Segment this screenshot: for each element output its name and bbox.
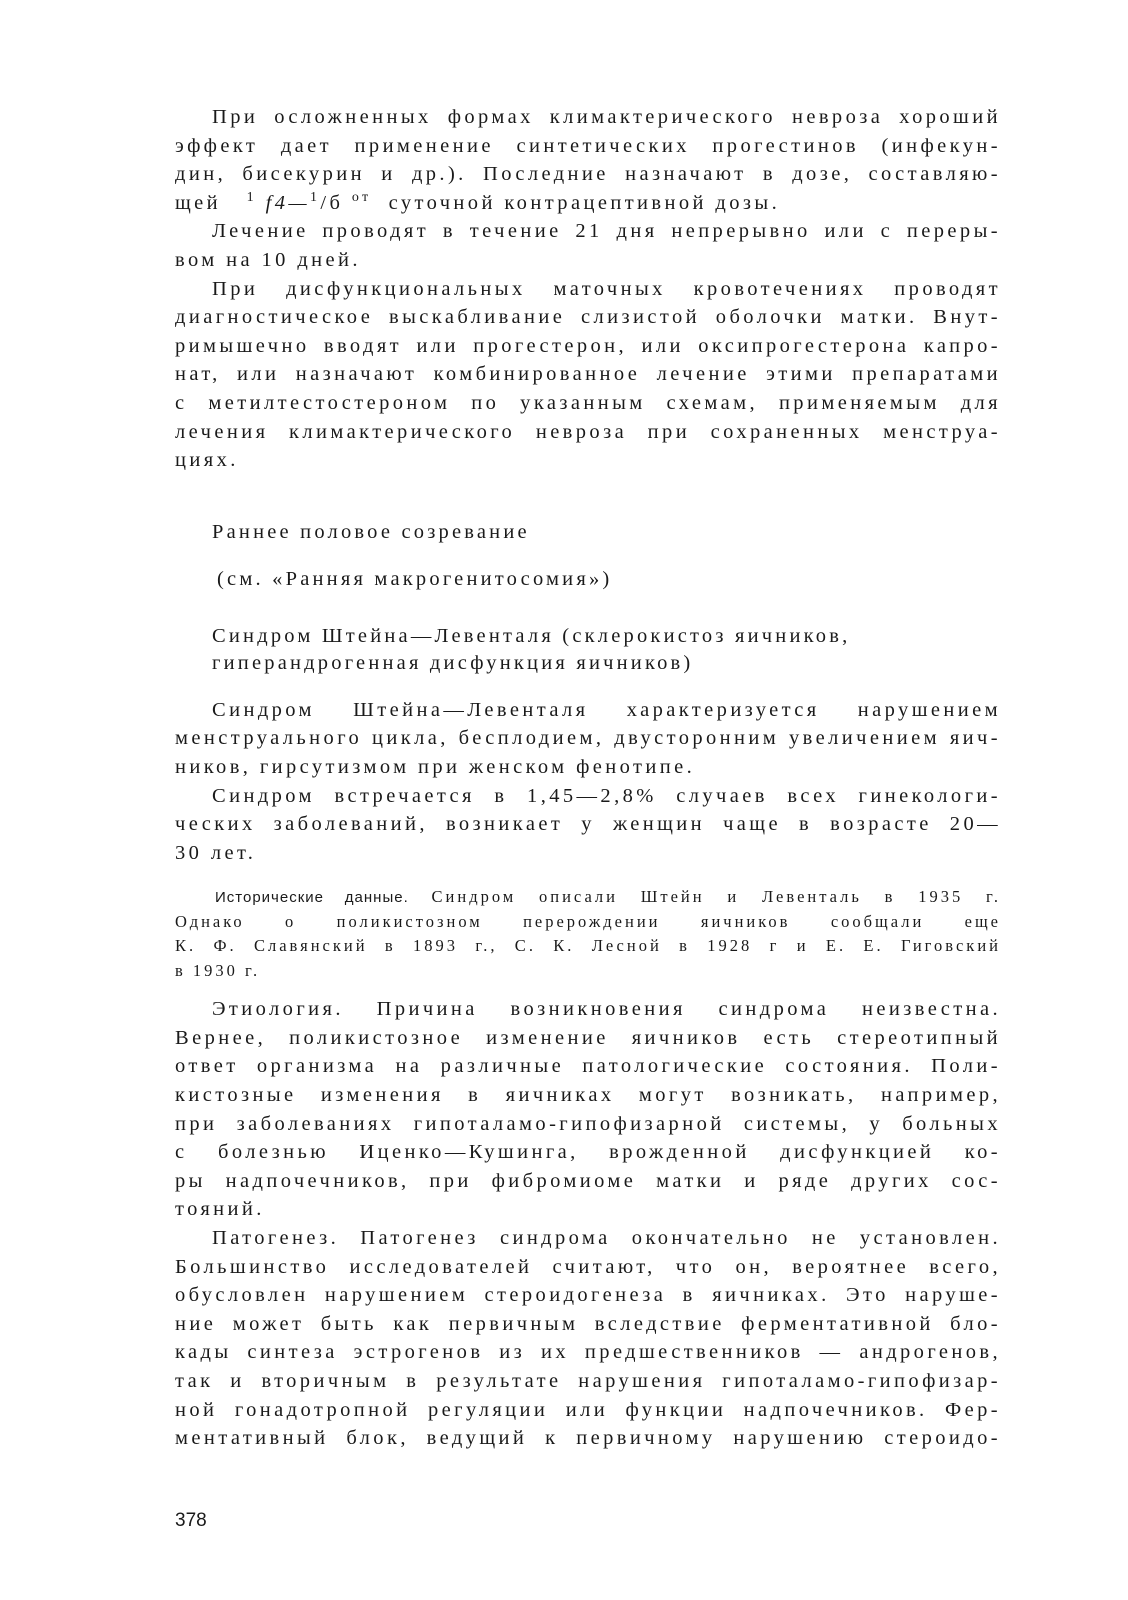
section-heading-crossref: (см. «Ранняя макрогенитосомия»): [217, 567, 613, 590]
text-line: нат, или назначают комбинированное лечение этими препаратами: [175, 363, 1001, 386]
paragraph-etiology: [175, 995, 1001, 1224]
text-line: римышечно вводят или прогестерон, или оксипрогестерона капро-: [175, 334, 1001, 357]
heading-line: гиперандрогенная дисфункция яичников): [212, 651, 694, 674]
text-line: ние может быть как первичным вследствие ферментативной бло-: [175, 1312, 1001, 1335]
text-line: При дисфункциональных маточных кровотечениях проводят: [212, 277, 1001, 300]
text-line: Синдром Штейна—Левенталя характеризуется нарушением: [212, 698, 1001, 721]
dosage-ot: от: [351, 189, 372, 205]
text-line: ников, гирсутизмом при женском фенотипе.: [175, 755, 696, 778]
paragraph-treatment-duration: [175, 217, 1001, 274]
paragraph-syndrome-definition: [175, 696, 1001, 782]
page-body: [175, 103, 1001, 1453]
text-line: диагностическое выскабливание слизистой оболочки матки. Внут-: [175, 306, 1001, 329]
dosage-tail: суточной контрацептивной дозы.: [388, 191, 781, 214]
text-line: ческих заболеваний, возникает у женщин чаще в возрасте 20—: [175, 813, 1001, 836]
text-line: так и вторичным в результате нарушения гипоталамо-гипофизар-: [175, 1370, 1001, 1392]
text-line: циях.: [175, 449, 239, 472]
paragraph-pathogenesis: [175, 1224, 1001, 1453]
dosage-lead: щей: [175, 191, 222, 214]
text-line: Большинство исследователей считают, что он, вероятнее всего,: [175, 1255, 1001, 1278]
text-line: с болезнью Иценко—Кушинга, врожденной дисфункцией ко-: [175, 1141, 1001, 1164]
history-line: Исторические данные. Синдром описали Штейн и Левенталь в 1935 г.: [215, 887, 1001, 907]
text-line: при заболеваниях гипоталамо-гипофизарной системы, у больных: [175, 1112, 1001, 1135]
text-line: ной гонадотропной регуляции или функции надпочечников. Фер-: [175, 1398, 1001, 1421]
section-heading-early-puberty: Раннее половое созревание: [212, 520, 530, 543]
history-line: К. Ф. Славянский в 1893 г., С. К. Лесной в 1928 г и Е. Е. Гиговский: [175, 936, 1001, 956]
heading-line: Синдром Штейна—Левенталя (склерокистоз яичников,: [212, 624, 851, 647]
text-line: Этиология. Причина возникновения синдрома неизвестна.: [212, 998, 1001, 1021]
text-line: вом на 10 дней.: [175, 248, 361, 271]
paragraph-complicated-forms: [175, 103, 1001, 217]
paragraph-incidence: [175, 782, 1001, 868]
text-line-dosage: щей $^1$ f4—$^1$/б $^{от}$ суточной контрацептивной дозы.: [175, 189, 781, 214]
text-line: Лечение проводят в течение 21 дня непрерывно или с переры-: [212, 220, 1001, 243]
text-line: ответ организма на различные патологические состояния. Поли-: [175, 1055, 1001, 1078]
paragraph-historical-data: [175, 885, 1001, 983]
text-line: кады синтеза эстрогенов из их предшественников — андрогенов,: [175, 1341, 1001, 1364]
text-line: Вернее, поликистозное изменение яичников есть стереотипный: [175, 1026, 1001, 1049]
text-line: кистозные изменения в яичниках могут возникать, например,: [175, 1084, 1001, 1107]
history-line: в 1930 г.: [175, 960, 261, 980]
text-line: ры надпочечников, при фибромиоме матки и ряде других сос-: [175, 1169, 1001, 1192]
page-number: 378: [175, 1510, 207, 1531]
paragraph-dysfunctional-bleeding: [175, 275, 1001, 475]
text-line: 30 лет.: [175, 841, 257, 864]
text-line: с метилтестостероном по указанным схемам, применяемым для: [175, 391, 1001, 414]
text-line: обусловлен нарушением стероидогенеза в яичниках. Это наруше-: [175, 1284, 1001, 1307]
text-line: лечения климактерического невроза при сохраненных менструа-: [175, 420, 1001, 443]
text-line: дин, бисекурин и др.). Последние назначают в дозе, составляю-: [175, 163, 1001, 186]
text-line: ментативный блок, ведущий к первичному нарушению стероидо-: [175, 1427, 1001, 1450]
text-line: Патогенез. Патогенез синдрома окончательно не установлен.: [212, 1227, 1001, 1250]
text-line: менструального цикла, бесплодием, двусторонним увеличением яич-: [175, 727, 1001, 750]
dosage-fraction: $^1$ f4—: [246, 189, 310, 214]
text-line: При осложненных формах климактерического невроза хороший: [212, 106, 1001, 128]
section-heading-stein-leventhal: [175, 623, 1001, 677]
history-line: Однако о поликистозном перерождении яичников сообщали еще: [175, 911, 1001, 931]
text-line: эффект дает применение синтетических прогестинов (инфекун-: [175, 134, 1001, 157]
text-line: Синдром встречается в 1,45—2,8% случаев всех гинекологи-: [212, 784, 1001, 807]
history-lead: Исторические данные.: [215, 889, 409, 907]
text-line: тояний.: [175, 1198, 265, 1221]
